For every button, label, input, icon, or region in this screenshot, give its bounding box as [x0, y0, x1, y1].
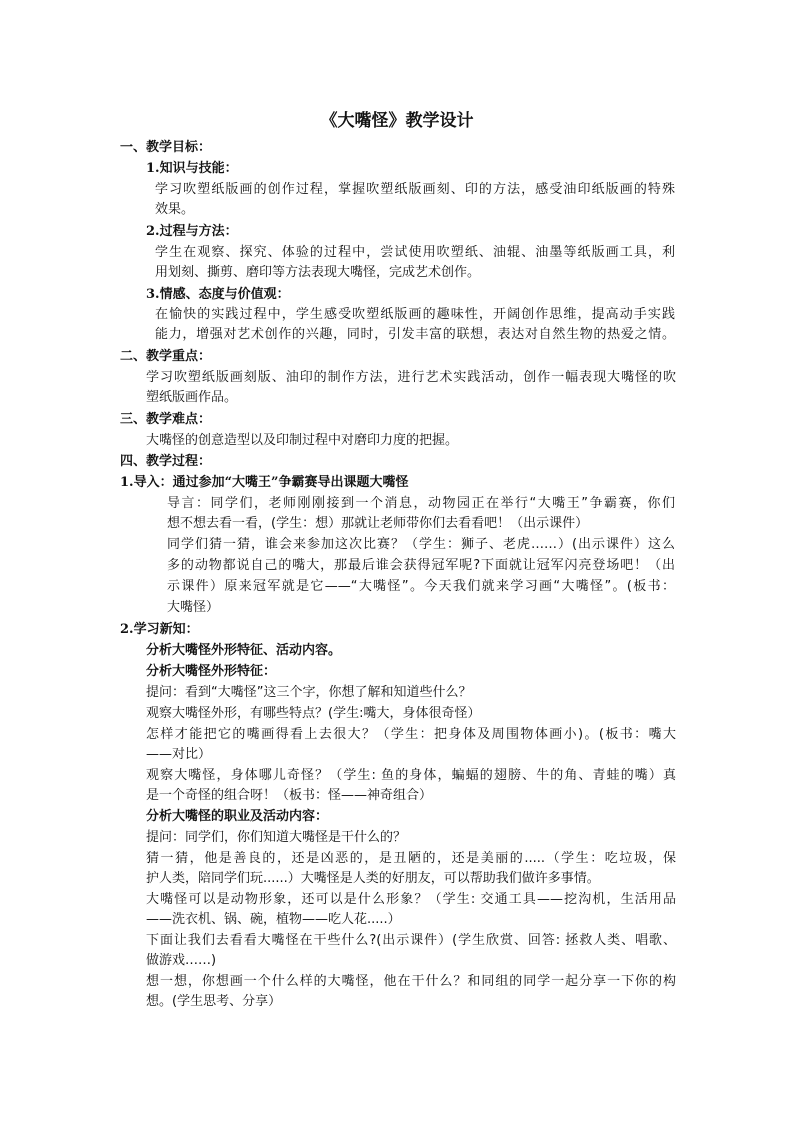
bold-line: 分析大嘴怪的职业及活动内容： [146, 809, 329, 824]
paragraph-line: ——洗衣机、锅、碗，植物——吃人花.....） [146, 912, 401, 927]
paragraph-line: 护人类，陪同学们玩......）大嘴怪是人类的好朋友，可以帮助我们做许多事情。 [146, 871, 600, 886]
paragraph-line: 大嘴怪） [167, 600, 220, 615]
paragraph-line: 多的动物都说自己的嘴大，那最后谁会获得冠军呢?下面就让冠军闪亮登场吧！（出 [167, 558, 675, 573]
bold-line: 分析大嘴怪外形特征、活动内容。 [146, 643, 342, 658]
paragraph-line: 能力，增强对艺术创作的兴趣，同时，引发丰富的联想，表达对自然生物的热爱之情。 [155, 327, 675, 342]
paragraph-line: ——对比） [146, 747, 212, 762]
page-title: 《大嘴怪》教学设计 [320, 111, 474, 131]
paragraph-line: 提问：同学们，你们知道大嘴怪是干什么的？ [146, 830, 407, 845]
paragraph-line: 学习吹塑纸版画刻版、油印的制作方法，进行艺术实践活动，创作一幅表现大嘴怪的吹 [146, 370, 676, 385]
section-heading-process: 四、教学过程： [120, 454, 212, 469]
paragraph-line: 大嘴怪可以是动物形象，还可以是什么形象？（学生: 交通工具——挖沟机，生活用品 [146, 892, 676, 907]
paragraph-line: 下面让我们去看看大嘴怪在干些什么?(出示课件）(学生欣赏、回答: 拯救人类、唱歌、 [146, 933, 676, 948]
paragraph-line: 在愉快的实践过程中，学生感受吹塑纸版画的趣味性，开阔创作思维，提高动手实践 [155, 307, 675, 322]
paragraph-line: 学生在观察、探究、体验的过程中，尝试使用吹塑纸、油辊、油墨等纸版画工具，利 [155, 245, 675, 260]
paragraph-line: 想。(学生思考、分享） [146, 994, 282, 1009]
step-heading-intro: 1.导入：通过参加“大嘴王”争霸赛导出课题大嘴怪 [120, 475, 409, 490]
section-heading-objectives: 一、教学目标： [120, 140, 212, 155]
subheading-knowledge: 1.知识与技能： [146, 161, 238, 176]
paragraph-line: 同学们猜一猜，谁会来参加这次比赛？（学生：狮子、老虎……）(出示课件）这么 [167, 537, 675, 552]
paragraph-line: 想不想去看一看，(学生：想）那就让老师带你们去看看吧！（出示课件） [167, 516, 589, 531]
paragraph-line: 观察大嘴怪，身体哪儿奇怪？（学生: 鱼的身体，蝙蝠的翅膀、牛的角、青蛙的嘴）真 [146, 768, 676, 783]
paragraph-line: 提问：看到“大嘴怪”这三个字，你想了解和知道些什么？ [146, 685, 472, 700]
section-heading-key-points: 二、教学重点： [120, 349, 212, 364]
paragraph-line: 示课件）原来冠军就是它——“大嘴怪”。今天我们就来学习画“大嘴怪”。(板书： [167, 579, 675, 594]
step-heading-new-knowledge: 2.学习新知： [120, 622, 199, 637]
subheading-emotion: 3.情感、态度与价值观： [146, 287, 290, 302]
paragraph-line: 学习吹塑纸版画的创作过程，掌握吹塑纸版画刻、印的方法，感受油印纸版画的特殊 [155, 182, 675, 197]
paragraph-line: 用划刻、撕剪、磨印等方法表现大嘴怪，完成艺术创作。 [155, 265, 481, 280]
section-heading-difficulty: 三、教学难点： [120, 412, 212, 427]
paragraph-line: 怎样才能把它的嘴画得看上去很大？（学生：把身体及周围物体画小)。(板书：嘴大 [146, 727, 676, 742]
subheading-process: 2.过程与方法： [146, 224, 238, 239]
paragraph-line: 做游戏……) [146, 953, 217, 968]
paragraph-line: 效果。 [155, 202, 195, 217]
paragraph-line: 想一想，你想画一个什么样的大嘴怪，他在干什么？和同组的同学一起分享一下你的构 [146, 974, 676, 989]
paragraph-line: 大嘴怪的创意造型以及印制过程中对磨印力度的把握。 [146, 433, 459, 448]
paragraph-line: 塑纸版画作品。 [146, 390, 238, 405]
paragraph-line: 是一个奇怪的组合呀！（板书：怪——神奇组合） [146, 788, 433, 803]
paragraph-line: 导言：同学们，老师刚刚接到一个消息，动物园正在举行“大嘴王”争霸赛，你们 [167, 496, 675, 511]
bold-line: 分析大嘴怪外形特征： [146, 664, 277, 679]
paragraph-line: 观察大嘴怪外形，有哪些特点？(学生:嘴大，身体很奇怪） [146, 706, 481, 721]
paragraph-line: 猜一猜，他是善良的，还是凶恶的，是丑陋的，还是美丽的.....（学生：吃垃圾，保 [146, 851, 676, 866]
